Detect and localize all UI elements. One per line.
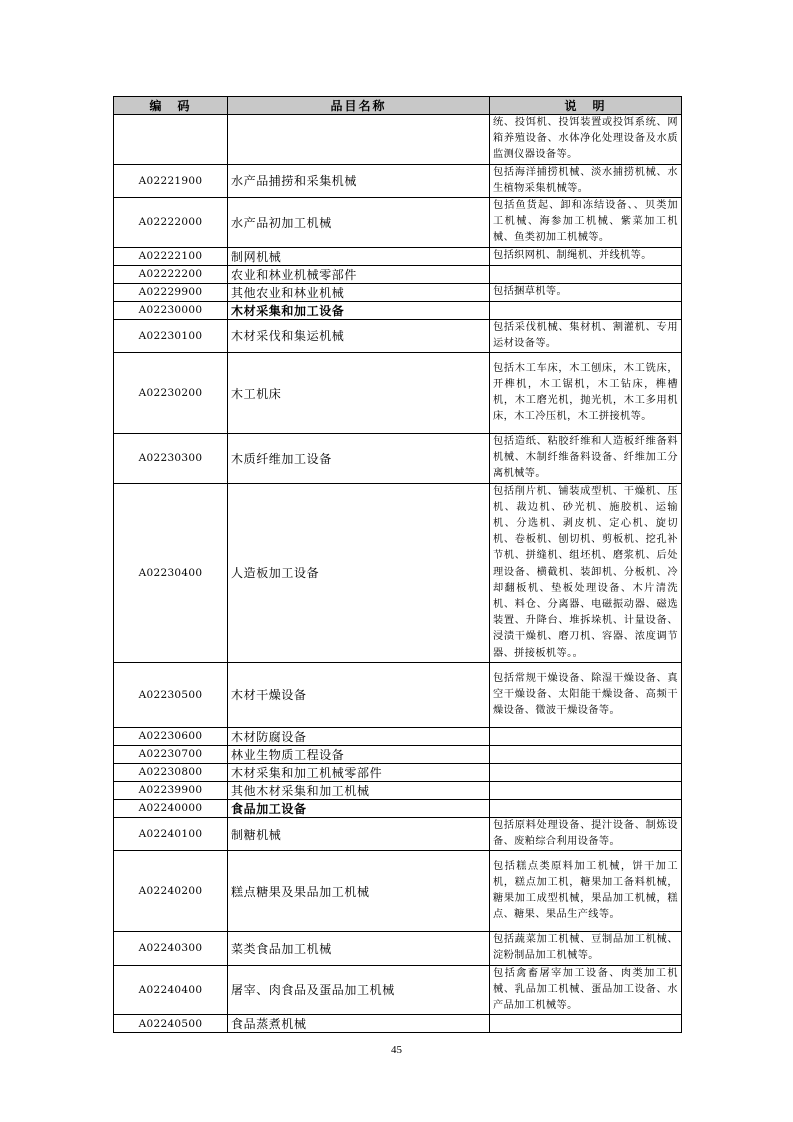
item-code	[114, 115, 228, 165]
item-name: 木材采伐和集运机械	[228, 319, 490, 352]
header-code: 编 码	[114, 97, 228, 115]
item-description: 包括糕点类原料加工机械，饼干加工机，糕点加工机，糖果加工备料机械，糖果加工成型机械，果品加工机械，糕点、糖果、果品生产线等。	[490, 851, 682, 932]
header-description: 说 明	[490, 97, 682, 115]
item-name: 木材防腐设备	[228, 727, 490, 745]
item-code: A02222000	[114, 198, 228, 248]
item-name: 人造板加工设备	[228, 483, 490, 662]
table-row	[114, 483, 682, 662]
item-name: 木材采集和加工设备	[228, 301, 490, 319]
item-name: 木材采集和加工机械零部件	[228, 763, 490, 781]
item-name: 其他农业和林业机械	[228, 283, 490, 301]
item-name: 制网机械	[228, 247, 490, 265]
item-description	[490, 265, 682, 283]
table-row	[114, 727, 682, 745]
item-name: 农业和林业机械零部件	[228, 265, 490, 283]
table-row	[114, 932, 682, 965]
table-header-row	[114, 97, 682, 115]
item-code: A02230300	[114, 434, 228, 484]
table-row	[114, 434, 682, 484]
item-code: A02221900	[114, 164, 228, 197]
item-code: A02239900	[114, 781, 228, 799]
table-row	[114, 198, 682, 248]
item-name: 其他木材采集和加工机械	[228, 781, 490, 799]
table-row	[114, 851, 682, 932]
page-number: 45	[391, 1044, 402, 1056]
item-code: A02230700	[114, 745, 228, 763]
item-code: A02230800	[114, 763, 228, 781]
item-name: 糕点糖果及果品加工机械	[228, 851, 490, 932]
table-row	[114, 662, 682, 727]
item-description: 包括削片机、铺装成型机、干燥机、压机、裁边机、砂光机、施胶机、运输机、分选机、剥皮机、定心机、旋切机、卷板机、刨切机、剪板机、挖孔补节机、拼缝机、组坯机、磨浆机、后处理设备、横截机、装卸机、分板机、冷却翻板机、垫板处理设备、木片清洗机、料仓、分离器、电磁振动器、磁选装置、升降台、堆拆垛机、计量设备、浸渍干燥机、磨刀机、容器、浓度调节器、拼接板机等。。	[490, 483, 682, 662]
item-description	[490, 727, 682, 745]
item-name: 水产品捕捞和采集机械	[228, 164, 490, 197]
item-name: 木质纤维加工设备	[228, 434, 490, 484]
table-row	[114, 1015, 682, 1033]
table-row	[114, 164, 682, 197]
item-name: 木工机床	[228, 353, 490, 434]
table-body	[114, 115, 682, 1033]
item-code: A02222200	[114, 265, 228, 283]
table-row	[114, 283, 682, 301]
item-code: A02230400	[114, 483, 228, 662]
item-description: 包括织网机、制绳机、并线机等。	[490, 247, 682, 265]
item-code: A02222100	[114, 247, 228, 265]
item-name	[228, 115, 490, 165]
table-row	[114, 745, 682, 763]
item-code: A02240200	[114, 851, 228, 932]
table-row	[114, 247, 682, 265]
item-description: 包括蔬菜加工机械、豆制品加工机械、淀粉制品加工机械等。	[490, 932, 682, 965]
item-name: 屠宰、肉食品及蛋品加工机械	[228, 965, 490, 1015]
category-row	[114, 301, 682, 319]
item-description: 包括采伐机械、集材机、割灌机、专用运材设备等。	[490, 319, 682, 352]
table-row	[114, 781, 682, 799]
table-row	[114, 319, 682, 352]
item-name: 食品加工设备	[228, 799, 490, 817]
item-description: 包括木工车床，木工刨床，木工铣床，开榫机，木工锯机，木工钻床，榫槽机，木工磨光机，抛光机，木工多用机床，木工冷压机，木工拼接机等。	[490, 353, 682, 434]
item-name: 水产品初加工机械	[228, 198, 490, 248]
item-code: A02240300	[114, 932, 228, 965]
header-name: 品目名称	[228, 97, 490, 115]
table-row	[114, 265, 682, 283]
item-description	[490, 781, 682, 799]
item-description: 包括禽畜屠宰加工设备、肉类加工机械、乳品加工机械、蛋品加工设备、水产品加工机械等。	[490, 965, 682, 1015]
item-description: 包括造纸、粘胶纤维和人造板纤维备料机械、木制纤维备料设备、纤维加工分离机械等。	[490, 434, 682, 484]
item-code: A02230200	[114, 353, 228, 434]
item-code: A02240000	[114, 799, 228, 817]
item-description	[490, 763, 682, 781]
item-code: A02240100	[114, 817, 228, 850]
item-code: A02240400	[114, 965, 228, 1015]
table-row	[114, 965, 682, 1015]
table-row	[114, 115, 682, 165]
item-code: A02230000	[114, 301, 228, 319]
item-description: 包括原料处理设备、提汁设备、制炼设备、废粕综合利用设备等。	[490, 817, 682, 850]
item-name: 食品蒸煮机械	[228, 1015, 490, 1033]
item-description	[490, 1015, 682, 1033]
item-code: A02229900	[114, 283, 228, 301]
item-code: A02230600	[114, 727, 228, 745]
table-row	[114, 817, 682, 850]
item-code: A02230500	[114, 662, 228, 727]
catalog-table	[113, 96, 682, 1033]
category-row	[114, 799, 682, 817]
item-name: 菜类食品加工机械	[228, 932, 490, 965]
item-description: 包括常规干燥设备、除湿干燥设备、真空干燥设备、太阳能干燥设备、高频干燥设备、微波干燥设备等。	[490, 662, 682, 727]
item-description: 统、投饵机、投饵装置或投饵系统、网箱养殖设备、水体净化处理设备及水质监测仪器设备等。	[490, 115, 682, 165]
item-name: 林业生物质工程设备	[228, 745, 490, 763]
item-name: 木材干燥设备	[228, 662, 490, 727]
item-description	[490, 301, 682, 319]
item-description: 包括海洋捕捞机械、淡水捕捞机械、水生植物采集机械等。	[490, 164, 682, 197]
item-description: 包括鱼货起、卸和冻结设备、、贝类加工机械、海参加工机械、紫菜加工机械、鱼类初加工机械等。	[490, 198, 682, 248]
table-row	[114, 353, 682, 434]
item-description: 包括捆草机等。	[490, 283, 682, 301]
table-row	[114, 763, 682, 781]
item-code: A02240500	[114, 1015, 228, 1033]
item-name: 制糖机械	[228, 817, 490, 850]
item-description	[490, 799, 682, 817]
item-description	[490, 745, 682, 763]
item-code: A02230100	[114, 319, 228, 352]
